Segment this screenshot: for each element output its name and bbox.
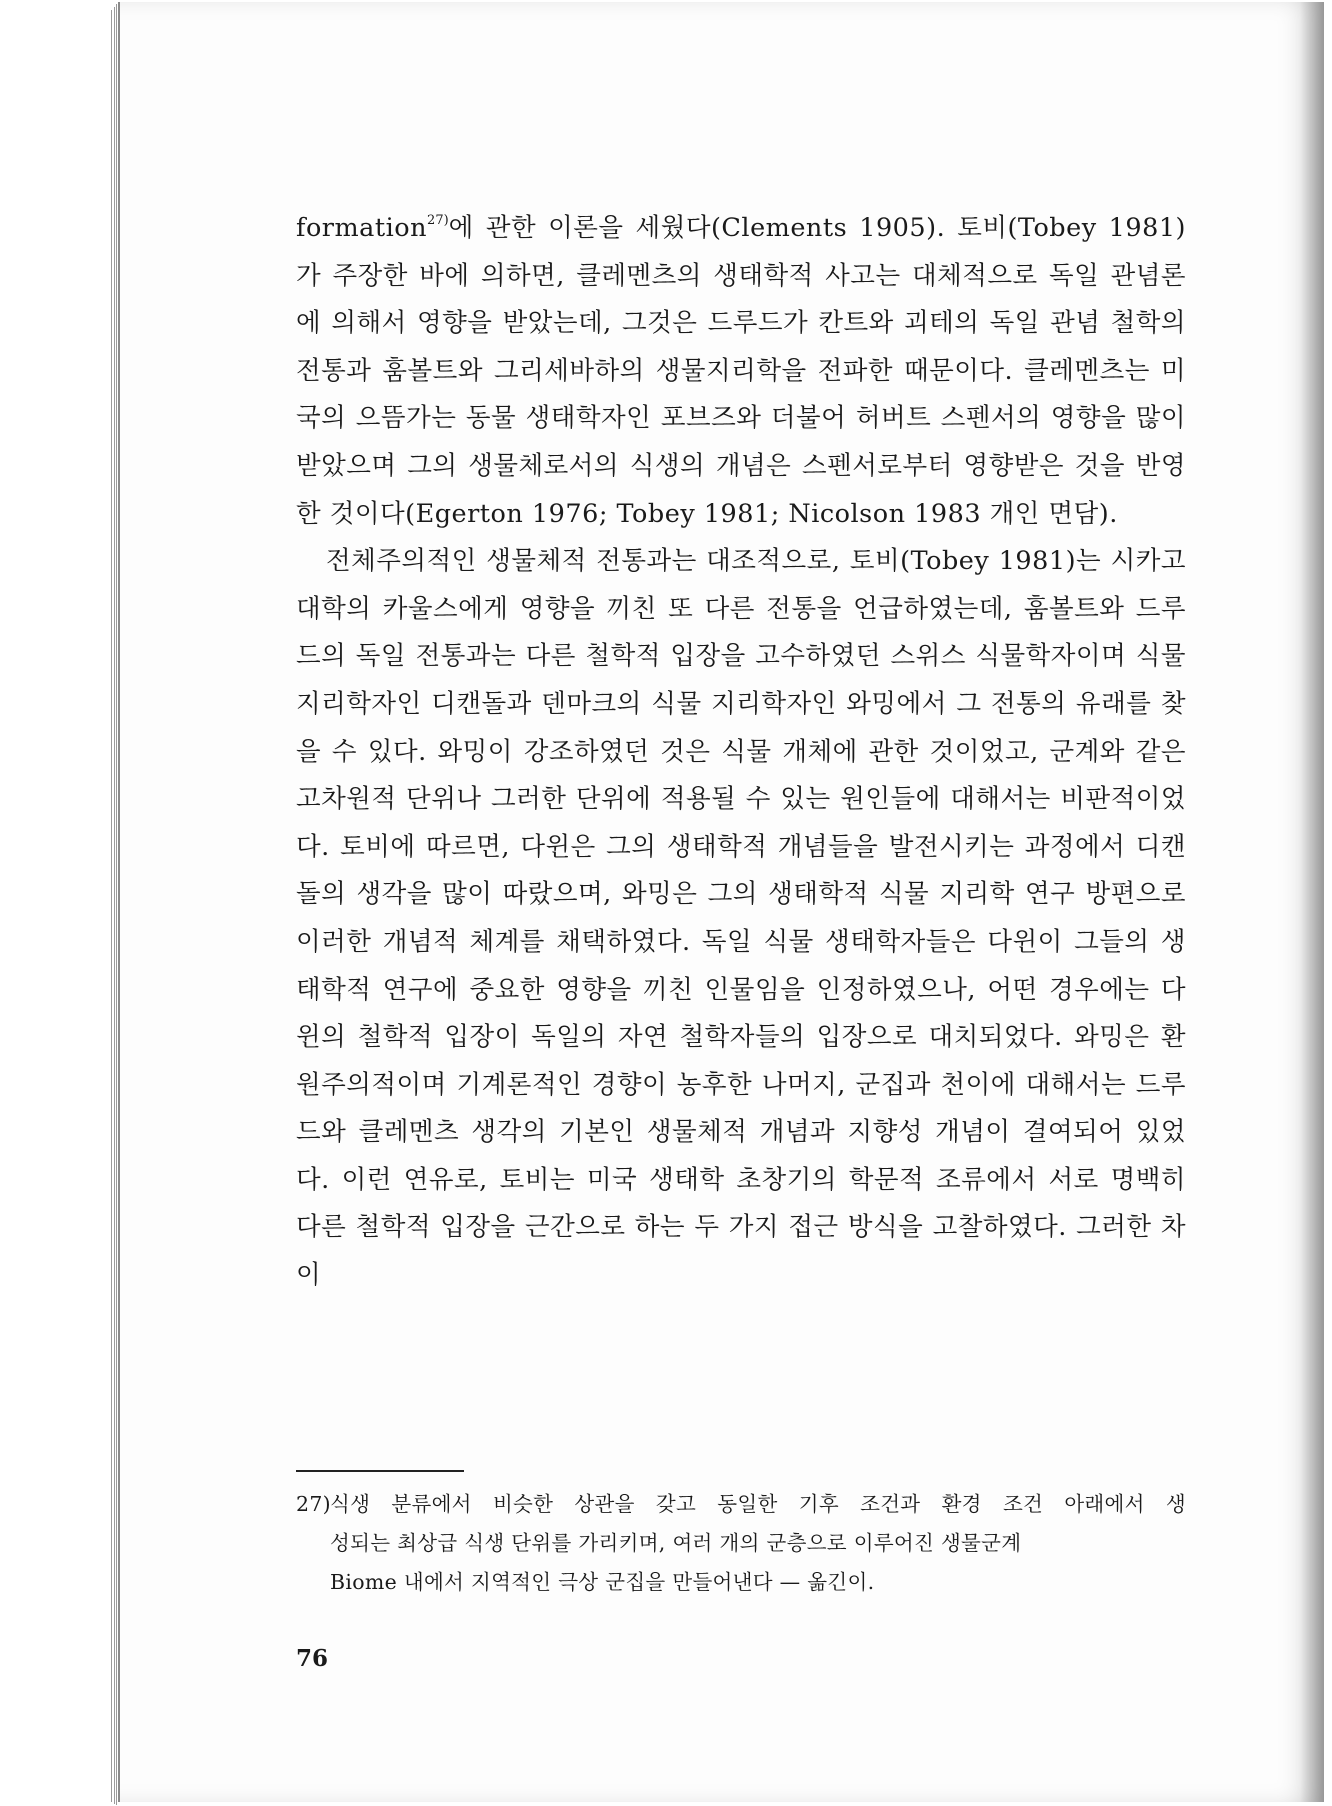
paragraph-2: 전체주의적인 생물체적 전통과는 대조적으로, 토비(Tobey 1981)는 시카고 대학의 카울스에게 영향을 끼친 또 다른 전통을 언급하였는데, 훔볼트와 드루드의 독일 전통과는 다른 철학적 입장을 고수하였던 스위스 식물학자이며 식물 지리학자인 디캔돌과 덴마크의 식물 지리학자인 와밍에서 그 전통의 유래를 찾을 수 있다. 와밍이 강조하였던 것은 식물 개체에 관한 것이었고, 군계와 같은 고차원적 단위나 그러한 단위에 적용될 수 있는 원인들에 대해서는 비판적이었다. 토비에 따르면, 다윈은 그의 생태학적 개념들을 발전시키는 과정에서 디캔돌의 생각을 많이 따랐으며, 와밍은 그의 생태학적 식물 지리학 연구 방편으로 이러한 개념적 체계를 채택하였다. 독일 식물 생태학자들은 다윈이 그들의 생태학적 연구에 중요한 영향을 끼친 인물임을 인정하였으나, 어떤 경우에는 다윈의 철학적 입장이 독일의 자연 철학자들의 입장으로 대치되었다. 와밍은 환원주의적이며 기계론적인 경향이 농후한 나머지, 군집과 천이에 대해서는 드루드와 클레멘츠 생각의 기본인 생물체적 개념과 지향성 개념이 결여되어 있었다. 이런 연유로, 토비는 미국 생태학 초창기의 학문적 조류에서 서로 명백히 다른 철학적 입장을 근간으로 하는 두 가지 접근 방식을 고찰하였다. 그러한 차이 [296,546,1186,1291]
footnote-text-1: 식생 분류에서 비슷한 상관을 갖고 동일한 기후 조건과 환경 조건 아래에서 생 [330,1492,1186,1516]
footnote-line-3: Biome 내에서 지역적인 극상 군집을 만들어낸다 — 옮긴이. [330,1570,875,1594]
footnote-reference: 27) [427,213,449,228]
footnote [296,1485,1186,1602]
paragraph-lead-word: formation [296,213,428,243]
footnote-divider [296,1470,464,1472]
body-text [296,205,1186,1300]
page-number: 76 [296,1645,329,1672]
footnote-line-2: 성되는 최상급 식생 단위를 가리키며, 여러 개의 군층으로 이루어진 생물군계 [330,1531,1022,1555]
page-edge [114,7,115,1804]
page-edge [111,10,112,1802]
page-edge [116,4,117,1805]
page-gutter-shadow [1300,2,1324,1802]
footnote-number: 27) [296,1492,331,1516]
paragraph-1-text: 에 관한 이론을 세웠다(Clements 1905). 토비(Tobey 1981)가 주장한 바에 의하면, 클레멘츠의 생태학적 사고는 대체적으로 독일 관념론에 의해서 영향을 받았는데, 그것은 드루드가 칸트와 괴테의 독일 관념 철학의 전통과 훔볼트와 그리세바하의 생물지리학을 전파한 때문이다. 클레멘츠는 미국의 으뜸가는 동물 생태학자인 포브즈와 더불어 허버트 스펜서의 영향을 많이 받았으며 그의 생물체로서의 식생의 개념은 스펜서로부터 영향받은 것을 반영한 것이다(Egerton 1976; Tobey 1981; Nicolson 1983 개인 면담). [296,213,1186,529]
footnote-line-1 [296,1485,1186,1524]
paragraph-1 [296,205,1186,538]
